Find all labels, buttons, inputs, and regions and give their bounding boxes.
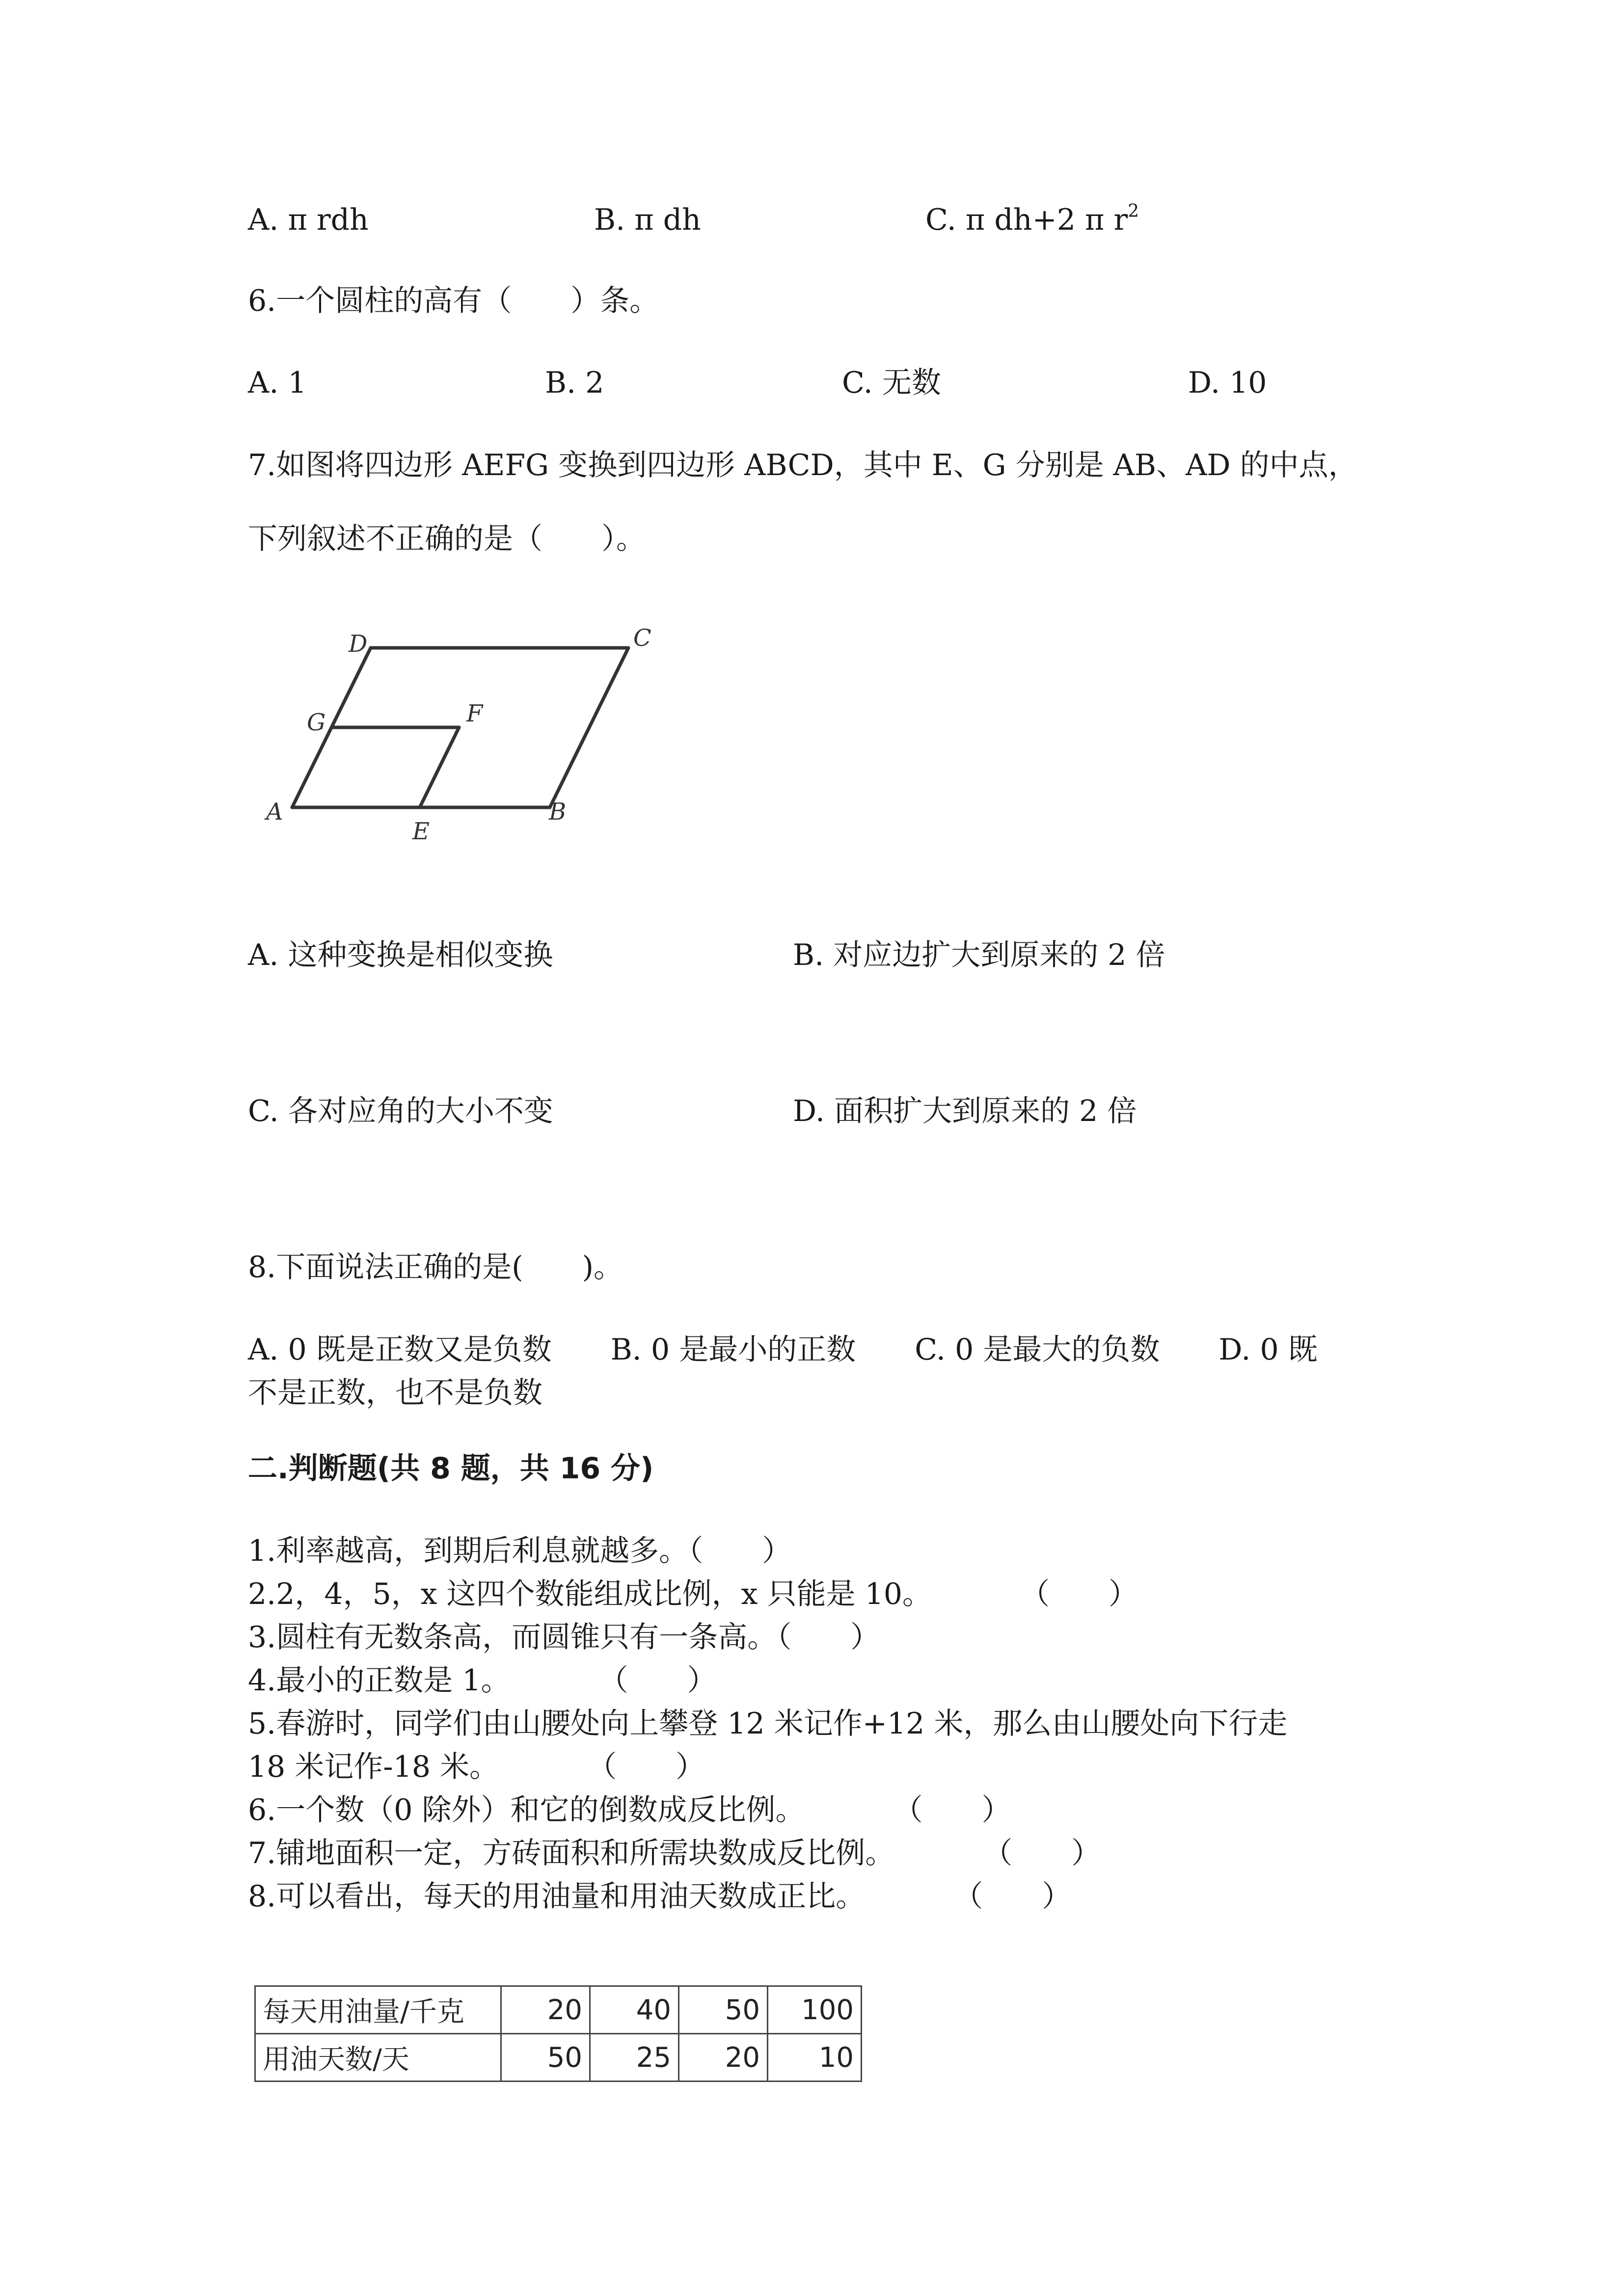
label-f: F: [466, 700, 483, 727]
table-row-header: 用油天数/天: [255, 2034, 501, 2082]
q7-option-c: C. 各对应角的大小不变: [248, 1094, 553, 1128]
q6-stem: 6.一个圆柱的高有（ ）条。: [248, 284, 659, 318]
q5-option-c-main: C. π dh+2 π r: [925, 203, 1128, 237]
q6-option-b: B. 2: [545, 366, 604, 400]
label-b: B: [549, 798, 567, 826]
q8-stem: 8.下面说法正确的是( )。: [248, 1250, 623, 1284]
label-g: G: [307, 709, 326, 736]
q7-stem-line1: 7.如图将四边形 AEFG 变换到四边形 ABCD，其中 E、G 分别是 AB、AD 的中点，: [248, 448, 1358, 482]
table-row: [255, 1986, 862, 2034]
q7-stem-line2: 下列叙述不正确的是（ ）。: [248, 522, 646, 556]
table-cell: 25: [590, 2034, 679, 2082]
section2-title: 二.判断题(共 8 题，共 16 分): [248, 1451, 654, 1486]
q7-option-a: A. 这种变换是相似变换: [248, 938, 553, 972]
q5-option-c-exponent: 2: [1128, 201, 1139, 221]
judge-item-6: 6.一个数（0 除外）和它的倒数成反比例。 （ ）: [248, 1793, 1011, 1827]
q7-parallelogram-figure: [255, 623, 668, 854]
judge-item-7: 7.铺地面积一定，方砖面积和所需块数成反比例。 （ ）: [248, 1836, 1101, 1870]
table-row: [255, 2034, 862, 2082]
table-cell: 50: [679, 1986, 768, 2034]
label-c: C: [633, 624, 651, 652]
table-row-header: 每天用油量/千克: [255, 1986, 501, 2034]
table-cell: 20: [679, 2034, 768, 2082]
q6-option-d: D. 10: [1188, 366, 1267, 400]
label-a: A: [266, 798, 283, 826]
judge-item-2: 2.2，4，5，x 这四个数能组成比例，x 只能是 10。 （ ）: [248, 1577, 1138, 1611]
table-cell: 40: [590, 1986, 679, 2034]
judge-item-5-line1: 5.春游时，同学们由山腰处向上攀登 12 米记作+12 米，那么由山腰处向下行走: [248, 1707, 1288, 1741]
table-cell: 50: [501, 2034, 590, 2082]
q8-options-line2: 不是正数，也不是负数: [248, 1376, 542, 1410]
judge-item-4: 4.最小的正数是 1。 （ ）: [248, 1663, 717, 1698]
q5-option-a: A. π rdh: [248, 203, 369, 237]
table-cell: 10: [768, 2034, 862, 2082]
q7-option-b: B. 对应边扩大到原来的 2 倍: [793, 938, 1165, 972]
q5-option-c: [925, 201, 1139, 237]
judge-item-3: 3.圆柱有无数条高，而圆锥只有一条高。（ ）: [248, 1620, 880, 1655]
judge-item-5-line2: 18 米记作-18 米。 （ ）: [248, 1750, 705, 1784]
q6-option-c: C. 无数: [842, 366, 941, 400]
q8-options-line1: A. 0 既是正数又是负数 B. 0 是最小的正数 C. 0 是最大的负数 D. 0 既: [248, 1333, 1318, 1367]
edge-bc: [550, 648, 628, 807]
table-cell: 20: [501, 1986, 590, 2034]
judge-item-1: 1.利率越高，到期后利息就越多。（ ）: [248, 1534, 792, 1568]
edge-fe: [420, 727, 459, 807]
label-d: D: [349, 630, 368, 658]
label-e: E: [412, 818, 430, 845]
q5-option-b: B. π dh: [594, 203, 701, 237]
table-cell: 100: [768, 1986, 862, 2034]
q7-option-d: D. 面积扩大到原来的 2 倍: [793, 1094, 1137, 1128]
q6-option-a: A. 1: [248, 366, 307, 400]
oil-usage-table: [254, 1985, 862, 2082]
judge-item-8: 8.可以看出，每天的用油量和用油天数成正比。 （ ）: [248, 1879, 1072, 1914]
